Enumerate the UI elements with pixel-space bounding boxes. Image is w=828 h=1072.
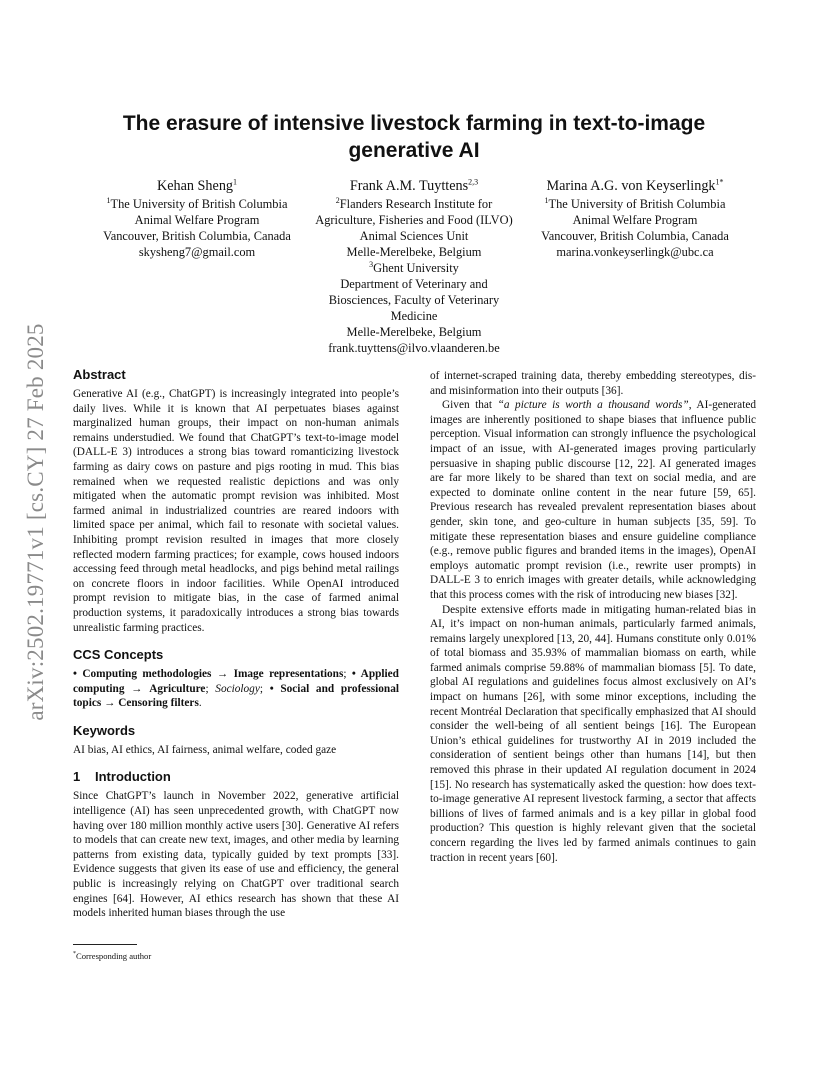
intro-paragraph: Since ChatGPT’s launch in November 2022, generative artificial intelligence (AI) has seen unprecedented growth, with ChatGPT now having over 180 million monthly active users [30]. Generative AI refers to models that can create new text, images, and other media by learning patterns from existing data, typically guided by text prompts [33]. Evidence suggests that given its ease of use and efficiency, the general public is increasingly relying on ChatGPT over traditional search engines [64]. However, AI ethics research has shown that these AI models inherited human biases through the use [73,790,399,920]
left-column [73,366,399,921]
intro-paragraph: Despite extensive efforts made in mitigating human-related bias in AI, it’s impact on non-human animals, particularly farmed animals, remains largely unexplored [13, 20, 44]. Humans constitute only 0.01% of total biomass and 35.93% of mammalian biomass on earth, while farmed animals comprise 59.88% of mammalian biomass [5]. To date, global AI regulations and guidelines focus almost exclusively on AI’s impact on humans [26], with some minor exceptions, including the recent Montréal Declaration that specifically emphasized that AI should consider the well-being of all sentient beings [16]. The European Union’s ethical guidelines for trustworthy AI in 2019 included the consideration of sentient beings other than humans [14], but then removed this phrase in their updated AI regulation document in 2024 [15]. No research has systematically asked the question: how does text-to-image generative AI represent livestock farming, a sector that affects billions of lives of farmed animals and is a key pillar in global food production? This question is highly relevant given that the societal concern regarding the lives led by farmed animals continues to gain traction in recent years [60]. [430,603,756,864]
author-email: marina.vonkeyserlingk@ubc.ca [556,245,714,259]
author-email: frank.tuyttens@ilvo.vlaanderen.be [328,341,500,355]
introduction-section [73,768,399,920]
section-heading: CCS Concepts [73,647,164,663]
author-name: Marina A.G. von Keyserlingk$^{1*}$ [546,177,724,194]
affiliation-line: Animal Sciences Unit [359,229,469,243]
affiliation-line: Vancouver, British Columbia, Canada [103,229,291,243]
affiliation-line: Melle-Merelbeke, Belgium [346,245,482,259]
ccs-text: • Computing methodologies → Image representations; • Applied computing → Agriculture; Sociology; • Social and professional topics → Censoring filters. [73,668,400,710]
author-email: skysheng7@gmail.com [138,245,256,259]
section-heading: 1 Introduction [73,769,171,785]
paper-title: The erasure of intensive livestock farming in text-to-image generative AI [122,112,706,162]
arxiv-identifier: arXiv:2502.19771v1 [cs.CY] 27 Feb 2025 [23,323,48,721]
author-block-3 [520,176,750,260]
keywords-text: AI bias, AI ethics, AI fairness, animal welfare, coded gaze [73,743,337,756]
right-column [430,369,756,865]
abstract-section [73,366,399,635]
affiliation-line: Animal Welfare Program [134,213,260,227]
author-block-1 [82,176,312,260]
affiliation-line: Department of Veterinary and [340,277,488,291]
section-heading: Abstract [73,367,126,382]
ccs-concepts-section [73,646,399,711]
author-name: Kehan Sheng$^1$ [156,177,238,194]
intro-paragraph-continued: of internet-scraped training data, thereby embedding stereotypes, dis- and misinformation into their outputs [36]. [430,370,756,397]
affiliation-line: Biosciences, Faculty of Veterinary [328,293,500,307]
affiliation-line: Melle-Merelbeke, Belgium [346,325,482,339]
footnote-divider [73,944,137,945]
footnote: *Corresponding author [73,950,152,961]
author-name: Frank A.M. Tuyttens$^{2,3}$ [349,177,479,194]
affiliation-line: Medicine [390,309,438,323]
affiliation-line: Vancouver, British Columbia, Canada [541,229,729,243]
abstract-text: Generative AI (e.g., ChatGPT) is increasingly integrated into people’s daily lives. While it is known that AI perpetuates biases against marginalized human groups, their impact on non-human animals remains understudied. We found that ChatGPT’s text-to-image model (DALL-E 3) introduces a strong bias toward romanticizing livestock farming as dairy cows on pasture and pigs rooting in mud. This bias remained when we requested realistic depictions and was only mitigated when the automatic prompt revision was inhibited. Most farmed animal in industrialized countries are reared indoors with limited space per animal, which fail to resonate with societal values. Inhibiting prompt revision resulted in images that more closely reflected modern farming practices; for example, cows housed indoors accessing feed through metal headlocks, and pigs behind metal railings on concrete floors in indoor facilities. While OpenAI introduced prompt revision to mitigate bias, in the case of farmed animal production systems, it paradoxically introduces a strong bias towards unrealistic farming practices. [73,388,399,634]
affiliation-line: $^1$The University of British Columbia [106,195,288,211]
author-block-2 [302,176,526,356]
affiliation-line: $^3$Ghent University [369,259,459,275]
section-heading: Keywords [73,722,136,738]
affiliation-line: Agriculture, Fisheries and Food (ILVO) [315,213,513,227]
intro-paragraph: Given that “a picture is worth a thousand words”, AI-generated images are inherently positioned to shape biases that influence public perception. Visual information can strongly influence the psychological impact of an issue, with AI-generated images proving particularly persuasive in shaping public discourse [12, 22]. AI generated images are far more likely to be shared than text on social media, and are expected to dominate online content in the near future [59, 65]. Previous research has revealed prevalent representation biases about gender, skin tone, and geo-culture in human subjects [35, 59]. To mitigate these representation biases and ensure guideline compliance (e.g., remove public figures and branded items in the images), OpenAI employs automatic prompt revision (i.e., rewrite user prompts) in DALL-E 3 to enrich images with greater details, while acknowledging that this process comes with the risk of introducing new biases [32]. [430,399,756,601]
affiliation-line: $^1$The University of British Columbia [544,195,726,211]
affiliation-line: Animal Welfare Program [572,213,698,227]
keywords-section [73,722,399,758]
affiliation-line: $^2$Flanders Research Institute for [335,195,493,211]
